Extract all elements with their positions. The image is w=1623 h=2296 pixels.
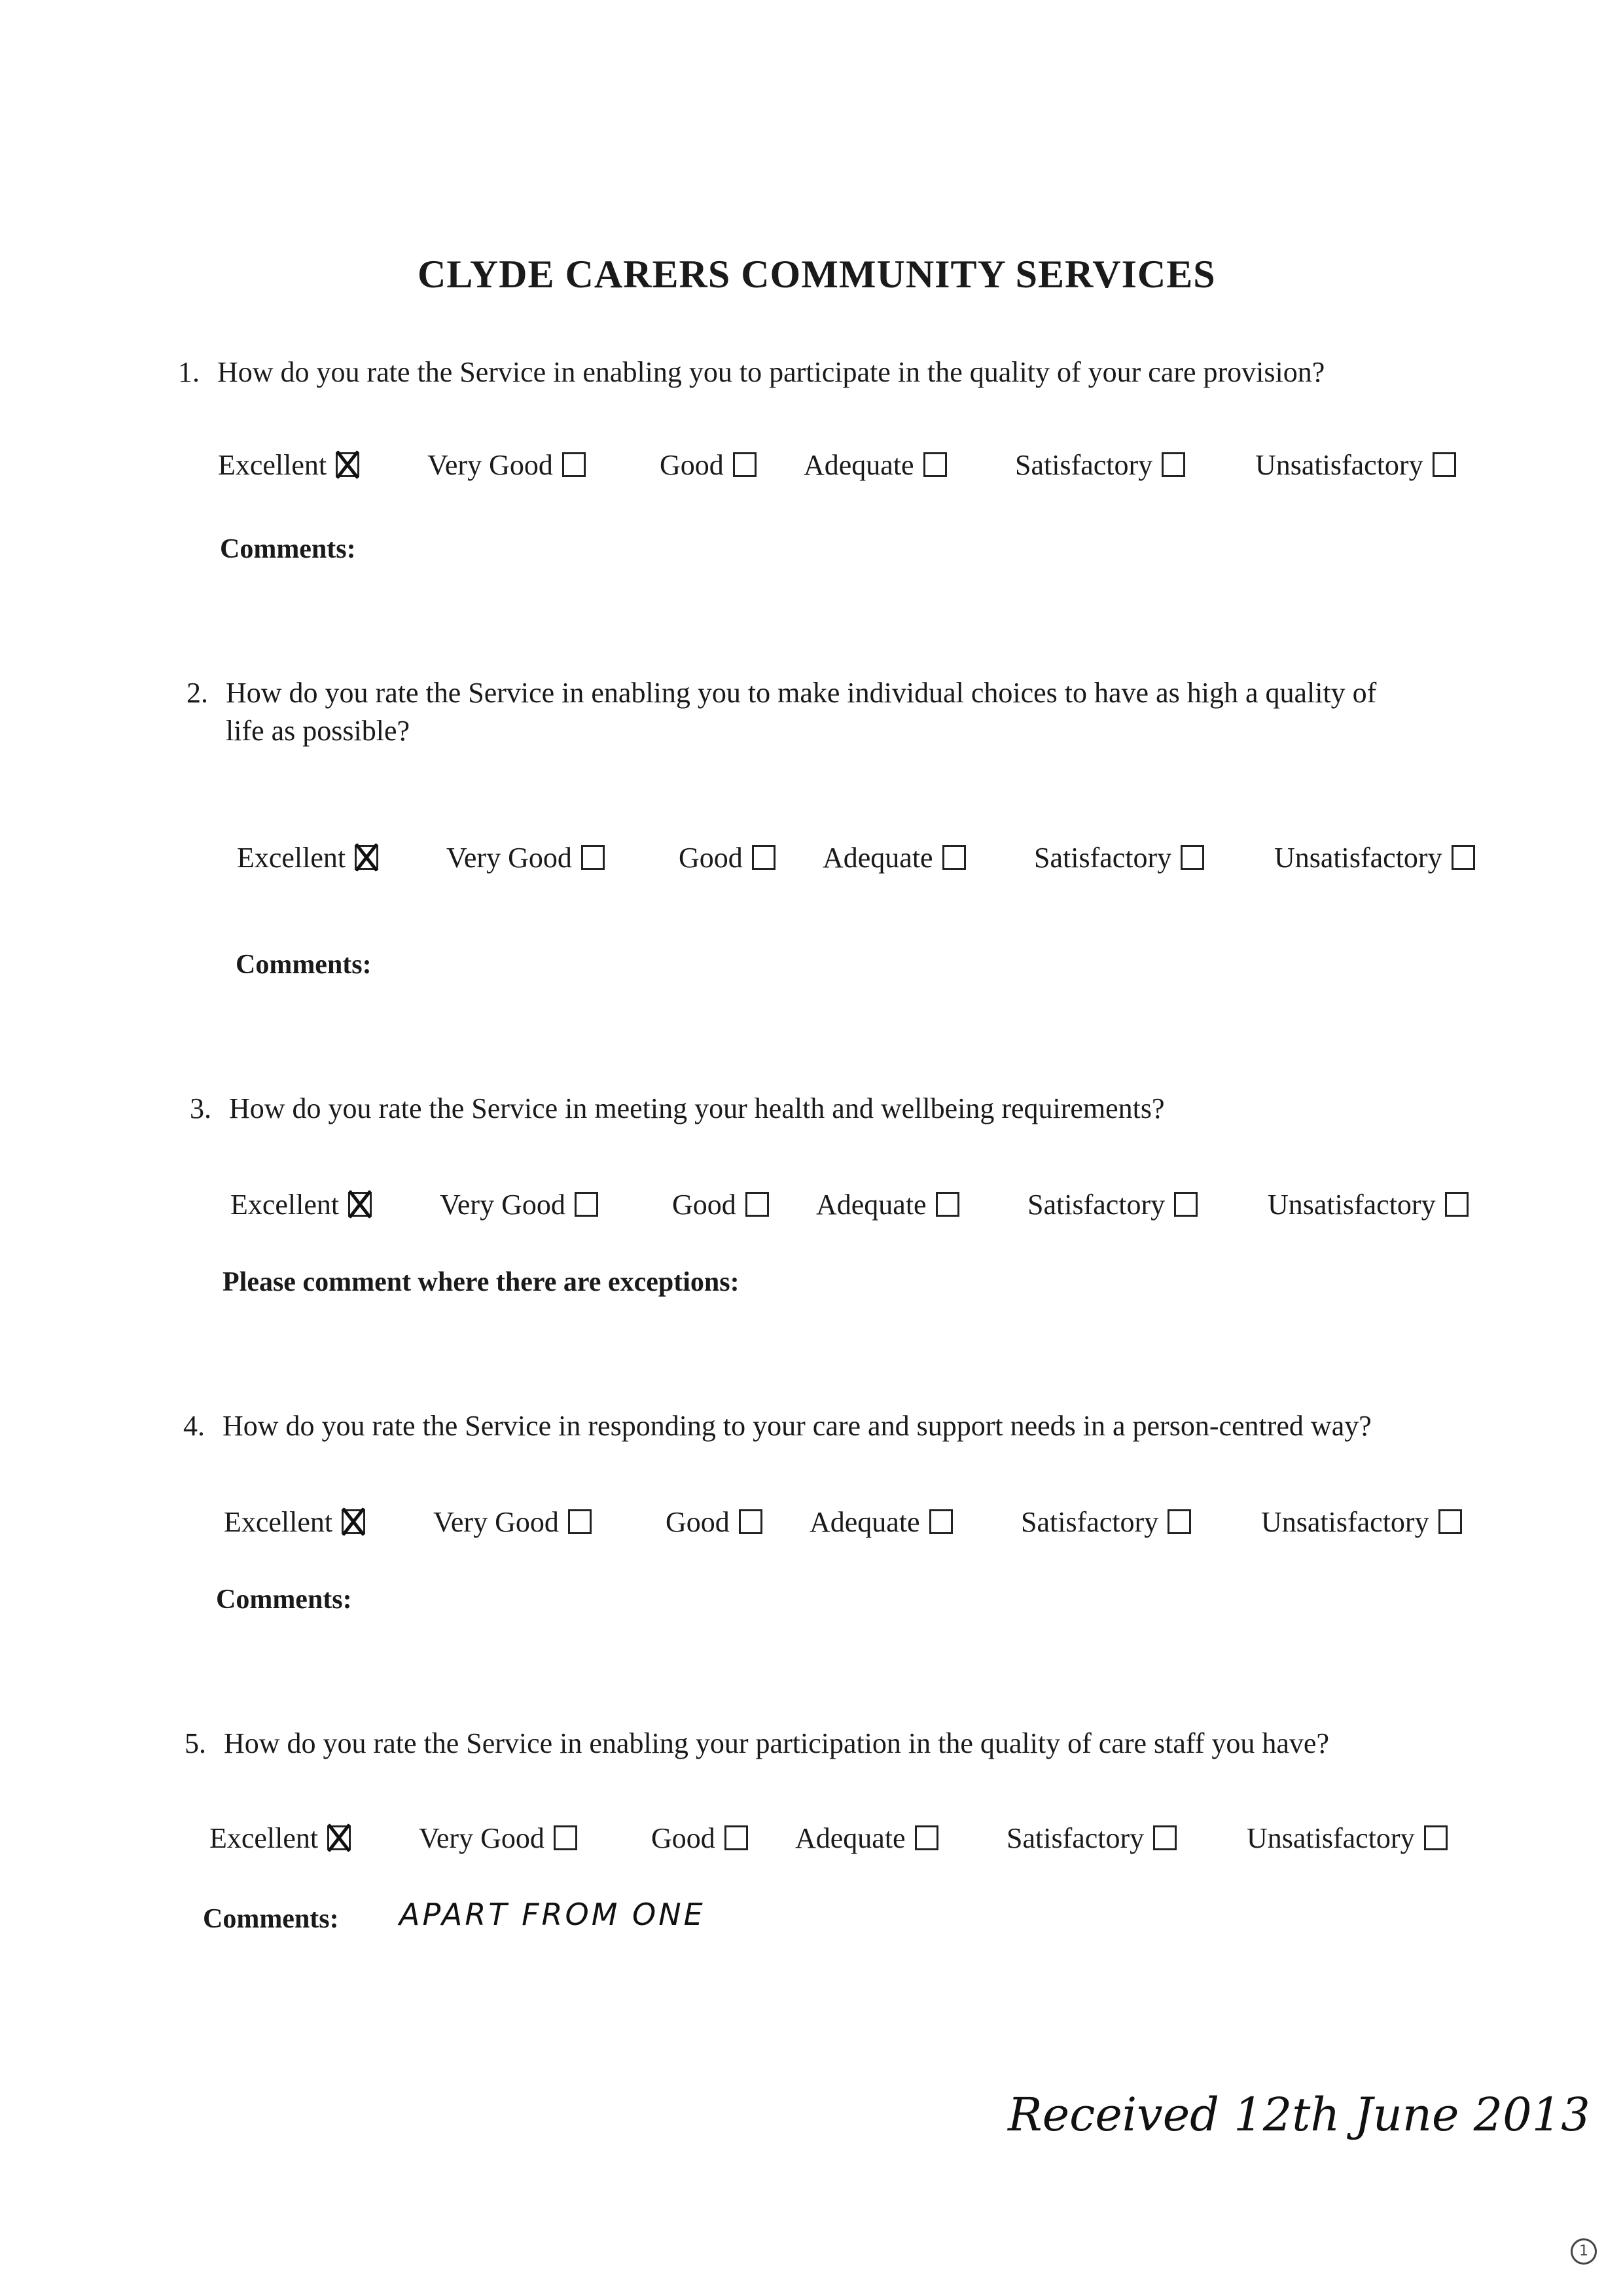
q4-option-adequate[interactable]	[810, 1502, 953, 1541]
question-4-comment-label: Comments:	[216, 1585, 352, 1615]
option-label: Satisfactory	[1027, 1188, 1166, 1221]
checkbox[interactable]	[915, 1825, 938, 1850]
checkbox[interactable]	[568, 1509, 592, 1534]
option-label: Satisfactory	[1034, 841, 1172, 874]
option-label: Unsatisfactory	[1274, 841, 1442, 874]
option-label: Good	[679, 841, 743, 874]
checked-checkbox[interactable]	[336, 452, 359, 477]
option-label: Excellent	[209, 1821, 319, 1854]
q5-option-unsatisfactory[interactable]	[1247, 1818, 1448, 1857]
option-label: Adequate	[823, 841, 933, 874]
checked-checkbox[interactable]	[342, 1509, 365, 1534]
q4-option-excellent[interactable]	[224, 1502, 365, 1541]
q3-option-unsatisfactory[interactable]	[1268, 1185, 1469, 1224]
question-3-text: How do you rate the Service in meeting your health and wellbeing requirements?	[229, 1092, 1165, 1124]
option-label: Good	[666, 1505, 730, 1538]
q5-option-very-good[interactable]	[419, 1818, 577, 1857]
q1-option-unsatisfactory[interactable]	[1255, 445, 1456, 484]
question-2	[187, 674, 1495, 759]
option-label: Very Good	[440, 1188, 565, 1221]
option-label: Unsatisfactory	[1255, 448, 1423, 481]
received-handwritten-note: Received 12th June 2013	[1008, 2088, 1590, 2142]
question-1-text: How do you rate the Service in enabling you to participate in the quality of your care provision?	[217, 356, 1325, 388]
checkbox[interactable]	[733, 452, 757, 477]
q4-option-satisfactory[interactable]	[1021, 1502, 1191, 1541]
option-label: Very Good	[419, 1821, 544, 1854]
option-label: Adequate	[816, 1188, 927, 1221]
q3-option-satisfactory[interactable]	[1027, 1185, 1198, 1224]
checked-checkbox[interactable]	[348, 1192, 372, 1217]
q5-option-adequate[interactable]	[795, 1818, 938, 1857]
checkbox[interactable]	[575, 1192, 598, 1217]
checkbox[interactable]	[739, 1509, 762, 1534]
q1-option-good[interactable]	[660, 445, 757, 484]
question-3	[190, 1090, 1499, 1136]
question-2-text: How do you rate the Service in enabling you to make individual choices to have as high a quality of life as possible?	[226, 677, 1377, 747]
checkbox[interactable]	[1433, 452, 1456, 477]
question-3-number: 3.	[190, 1092, 211, 1124]
option-label: Very Good	[427, 448, 553, 481]
option-label: Adequate	[810, 1505, 920, 1538]
q3-option-excellent[interactable]	[230, 1185, 372, 1224]
question-1	[178, 353, 1487, 399]
option-label: Good	[660, 448, 724, 481]
checkbox[interactable]	[923, 452, 947, 477]
q2-option-good[interactable]	[679, 838, 776, 877]
option-label: Excellent	[218, 448, 327, 481]
checked-checkbox[interactable]	[327, 1825, 351, 1850]
question-5-handwritten-comment: APART FROM ONE	[399, 1897, 705, 1932]
q4-option-very-good[interactable]	[433, 1502, 592, 1541]
checkbox[interactable]	[1181, 845, 1204, 870]
checkbox[interactable]	[745, 1192, 769, 1217]
option-label: Adequate	[804, 448, 914, 481]
question-5-comment-label: Comments:	[203, 1904, 339, 1934]
question-3-comment-label: Please comment where there are exceptions:	[223, 1267, 740, 1297]
option-label: Good	[672, 1188, 736, 1221]
checkbox[interactable]	[1445, 1192, 1469, 1217]
q5-option-excellent[interactable]	[209, 1818, 351, 1857]
checkbox[interactable]	[929, 1509, 953, 1534]
option-label: Unsatisfactory	[1247, 1821, 1415, 1854]
page-title: CLYDE CARERS COMMUNITY SERVICES	[418, 253, 1216, 296]
question-5-text: How do you rate the Service in enabling your participation in the quality of care staff you have?	[224, 1727, 1329, 1759]
q2-option-unsatisfactory[interactable]	[1274, 838, 1475, 877]
question-5	[185, 1725, 1493, 1770]
checkbox[interactable]	[1438, 1509, 1462, 1534]
question-4-text: How do you rate the Service in responding to your care and support needs in a person-centred way?	[223, 1410, 1372, 1442]
checkbox[interactable]	[724, 1825, 748, 1850]
option-label: Satisfactory	[1021, 1505, 1159, 1538]
option-label: Satisfactory	[1007, 1821, 1145, 1854]
checkbox[interactable]	[554, 1825, 577, 1850]
q1-option-excellent[interactable]	[218, 445, 359, 484]
checkbox[interactable]	[1452, 845, 1475, 870]
question-3-rating-row	[230, 1185, 1507, 1224]
question-2-comment-label: Comments:	[236, 950, 372, 980]
q1-option-satisfactory[interactable]	[1015, 445, 1185, 484]
question-4-rating-row	[224, 1502, 1500, 1541]
question-1-rating-row	[218, 445, 1494, 484]
q2-option-excellent[interactable]	[237, 838, 378, 877]
option-label: Excellent	[230, 1188, 340, 1221]
checkbox[interactable]	[581, 845, 605, 870]
option-label: Excellent	[237, 841, 346, 874]
option-label: Excellent	[224, 1505, 333, 1538]
q4-option-good[interactable]	[666, 1502, 762, 1541]
checkbox[interactable]	[1162, 452, 1185, 477]
question-4-number: 4.	[183, 1410, 205, 1442]
checkbox[interactable]	[942, 845, 966, 870]
option-label: Satisfactory	[1015, 448, 1153, 481]
question-2-rating-row	[237, 838, 1513, 877]
q4-option-unsatisfactory[interactable]	[1261, 1502, 1462, 1541]
checkbox[interactable]	[1174, 1192, 1198, 1217]
question-1-comment-label: Comments:	[220, 534, 356, 564]
checkbox[interactable]	[562, 452, 586, 477]
question-4	[183, 1407, 1518, 1453]
q2-option-satisfactory[interactable]	[1034, 838, 1204, 877]
checkbox[interactable]	[1424, 1825, 1448, 1850]
q2-option-very-good[interactable]	[446, 838, 605, 877]
q1-option-very-good[interactable]	[427, 445, 586, 484]
q5-option-good[interactable]	[651, 1818, 748, 1857]
option-label: Adequate	[795, 1821, 906, 1854]
q3-option-good[interactable]	[672, 1185, 769, 1224]
q5-option-satisfactory[interactable]	[1007, 1818, 1177, 1857]
option-label: Very Good	[433, 1505, 559, 1538]
checkbox[interactable]	[1168, 1509, 1191, 1534]
checked-checkbox[interactable]	[355, 845, 378, 870]
checkbox[interactable]	[752, 845, 776, 870]
option-label: Unsatisfactory	[1261, 1505, 1429, 1538]
option-label: Good	[651, 1821, 715, 1854]
question-5-rating-row	[209, 1818, 1486, 1857]
q3-option-adequate[interactable]	[816, 1185, 959, 1224]
q1-option-adequate[interactable]	[804, 445, 947, 484]
question-1-number: 1.	[178, 356, 200, 388]
option-label: Very Good	[446, 841, 572, 874]
q3-option-very-good[interactable]	[440, 1185, 598, 1224]
checkbox[interactable]	[936, 1192, 959, 1217]
page-number-marker: 1	[1571, 2238, 1597, 2265]
q2-option-adequate[interactable]	[823, 838, 966, 877]
question-2-number: 2.	[187, 677, 208, 709]
question-5-number: 5.	[185, 1727, 206, 1759]
checkbox[interactable]	[1153, 1825, 1177, 1850]
option-label: Unsatisfactory	[1268, 1188, 1436, 1221]
